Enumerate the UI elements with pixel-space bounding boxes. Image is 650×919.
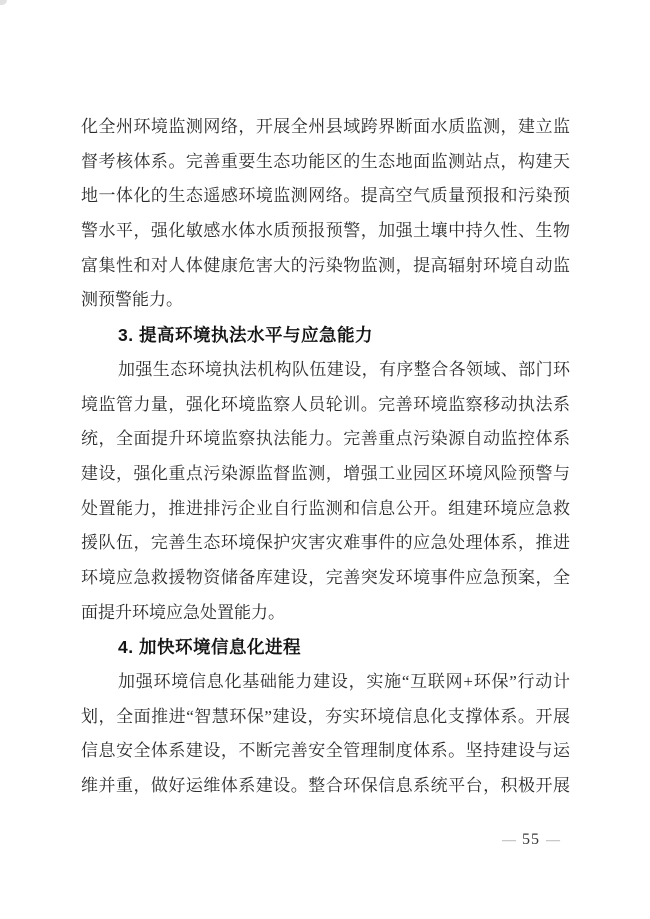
text-line: 境监管力量，强化环境监察人员轮训。完善环境监察移动执法系 xyxy=(81,394,570,414)
text-line: 面提升环境应急处置能力。 xyxy=(81,602,285,622)
scan-artifact xyxy=(0,0,7,5)
text-line: 地一体化的生态遥感环境监测网络。提高空气质量预报和污染预 xyxy=(81,186,570,206)
text-line: 处置能力，推进排污企业自行监测和信息公开。组建环境应急救 xyxy=(81,498,570,518)
text-line: 建设，强化重点污染源监督监测，增强工业园区环境风险预警与 xyxy=(81,463,570,483)
text-line: 信息安全体系建设，不断完善安全管理制度体系。坚持建设与运 xyxy=(81,741,570,761)
page-number xyxy=(496,831,566,850)
text-line: 加强生态环境执法机构队伍建设，有序整合各领域、部门环 xyxy=(118,359,570,379)
text-line: 环境应急救援物资储备库建设，完善突发环境事件应急预案，全 xyxy=(81,567,570,587)
page-number-dash-right: — xyxy=(546,833,560,848)
page-number-dash-left: — xyxy=(502,833,516,848)
text-line: 加强环境信息化基础能力建设，实施“互联网+环保”行动计 xyxy=(118,672,570,691)
page-number-value: 55 xyxy=(522,831,540,848)
text-line: 化全州环境监测网络，开展全州县域跨界断面水质监测，建立监 xyxy=(81,117,570,136)
text-line: 援队伍，完善生态环境保护灾害灾难事件的应急处理体系，推进 xyxy=(81,533,570,553)
text-line: 测预警能力。 xyxy=(81,290,183,310)
text-line: 维并重，做好运维体系建设。整合环保信息系统平台，积极开展 xyxy=(81,776,570,796)
text-line: 督考核体系。完善重要生态功能区的生态地面监测站点，构建天 xyxy=(81,151,570,171)
section-heading-4: 4. 加快环境信息化进程 xyxy=(118,637,301,658)
text-line: 统，全面提升环境监察执法能力。完善重点污染源自动监控体系 xyxy=(81,429,570,449)
text-line: 警水平，强化敏感水体水质预报预警，加强土壤中持久性、生物 xyxy=(81,221,570,241)
text-line: 富集性和对人体健康危害大的污染物监测，提高辐射环境自动监 xyxy=(81,255,570,275)
section-heading-3: 3. 提高环境执法水平与应急能力 xyxy=(118,325,373,346)
text-line: 划，全面推进“智慧环保”建设，夯实环境信息化支撑体系。开展 xyxy=(81,706,570,726)
document-text-block xyxy=(81,110,570,804)
